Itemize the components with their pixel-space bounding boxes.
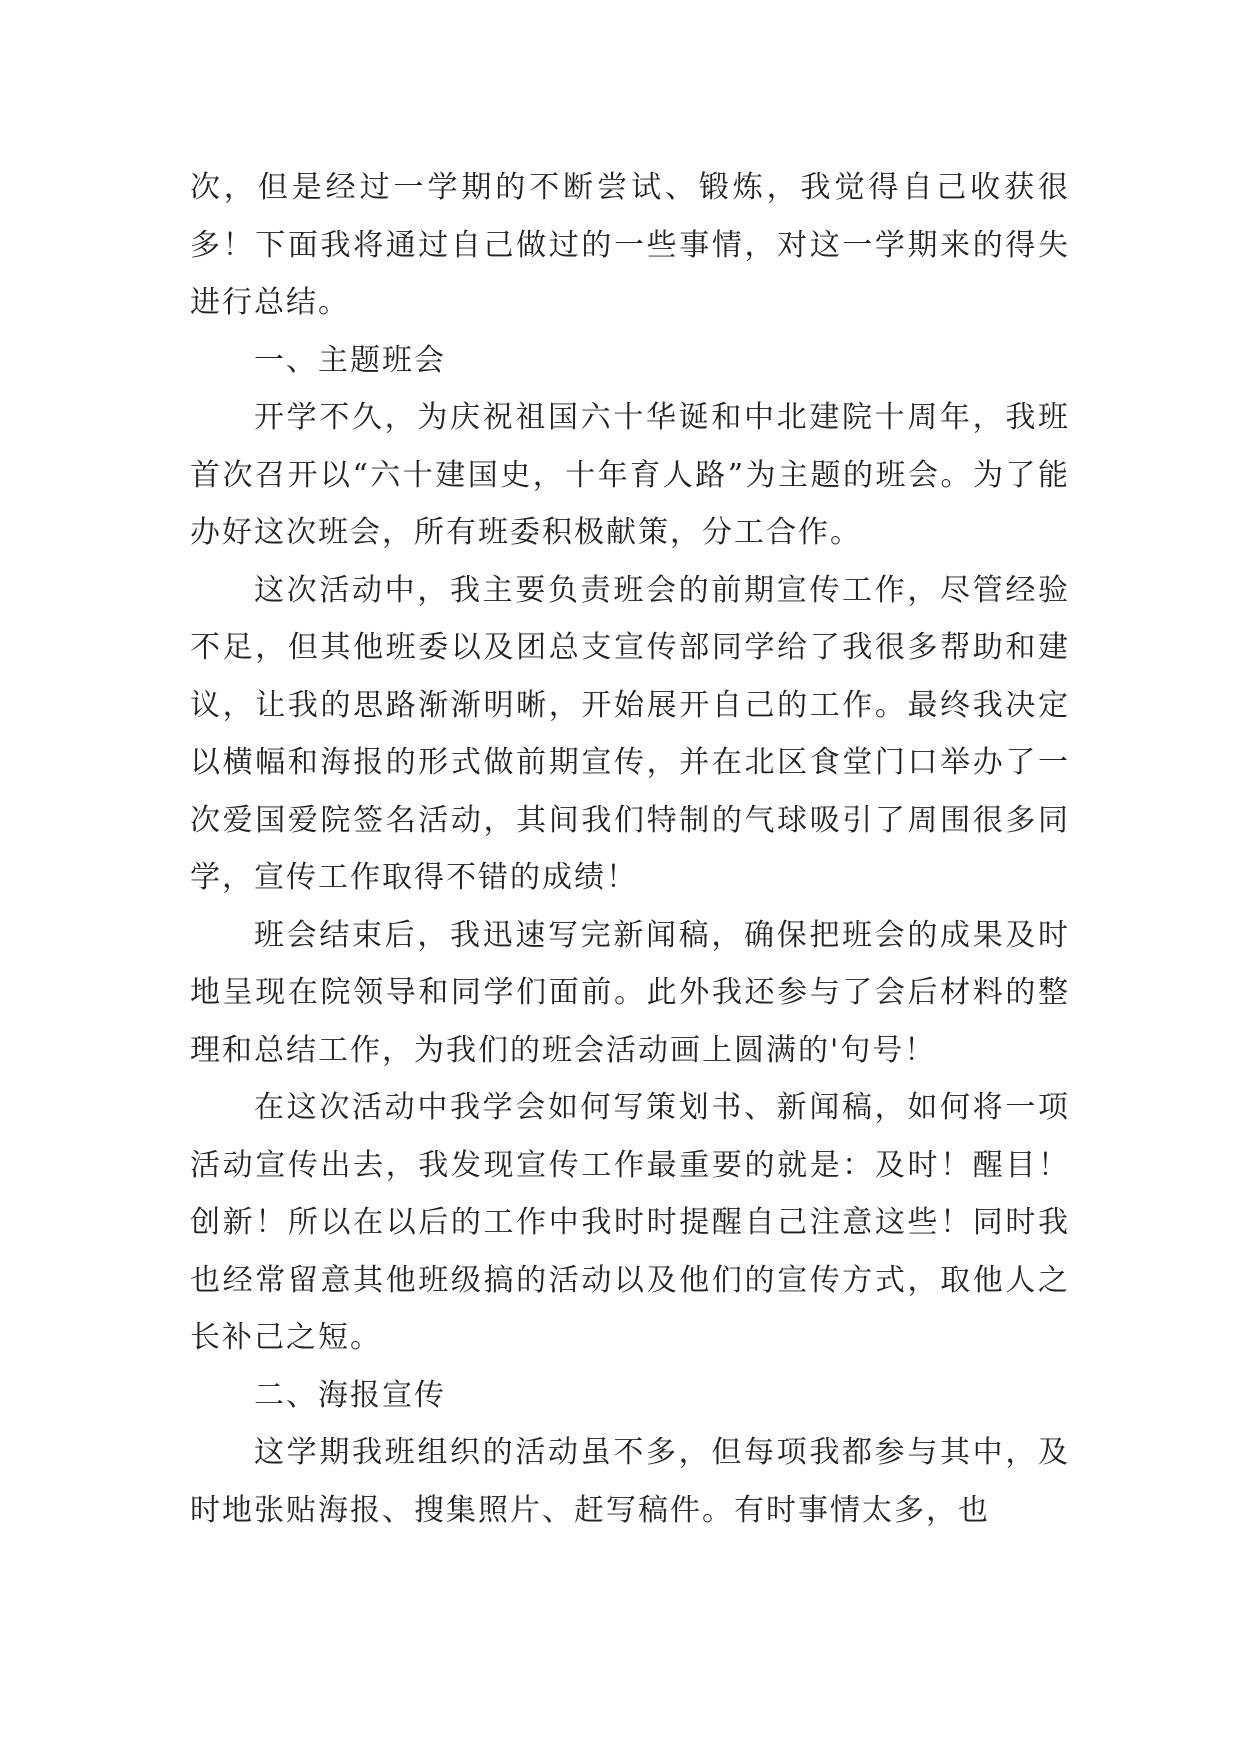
paragraph-poster-work: 这学期我班组织的活动虽不多，但每项我都参与其中，及时地张贴海报、搜集照片、赶写稿件。有时事情太多，也 xyxy=(190,1435,1070,1528)
paragraph-publicity-work: 这次活动中，我主要负责班会的前期宣传工作，尽管经验不足，但其他班委以及团总支宣传部同学给了我很多帮助和建议，让我的思路渐渐明晰，开始展开自己的工作。最终我决定以横幅和海报的形式做前期宣传，并在北区食堂门口举办了一次爱国爱院签名活动，其间我们特制的气球吸引了周围很多同学，宣传工作取得不错的成绩！ xyxy=(190,572,1070,895)
paragraph-class-meeting-intro: 开学不久，为庆祝祖国六十华诞和中北建院十周年，我班首次召开以“六十建国史，十年育人路”为主题的班会。为了能办好这次班会，所有班委积极献策，分工合作。 xyxy=(190,400,1070,550)
paragraph-continuation: 次，但是经过一学期的不断尝试、锻炼，我觉得自己收获很多！下面我将通过自己做过的一些事情，对这一学期来的得失进行总结。 xyxy=(190,170,1070,320)
section-heading-class-meeting: 一、主题班会 xyxy=(254,342,446,378)
section-heading-poster-publicity: 二、海报宣传 xyxy=(254,1377,446,1413)
document-body xyxy=(190,159,1070,1539)
paragraph-after-meeting: 班会结束后，我迅速写完新闻稿，确保把班会的成果及时地呈现在院领导和同学们面前。此外我还参与了会后材料的整理和总结工作，为我们的班会活动画上圆满的'句号！ xyxy=(190,917,1070,1068)
paragraph-lessons-learned: 在这次活动中我学会如何写策划书、新闻稿，如何将一项活动宣传出去，我发现宣传工作最重要的就是：及时！醒目！创新！所以在以后的工作中我时时提醒自己注意这些！同时我也经常留意其他班级搞的活动以及他们的宣传方式，取他人之长补己之短。 xyxy=(190,1090,1070,1355)
